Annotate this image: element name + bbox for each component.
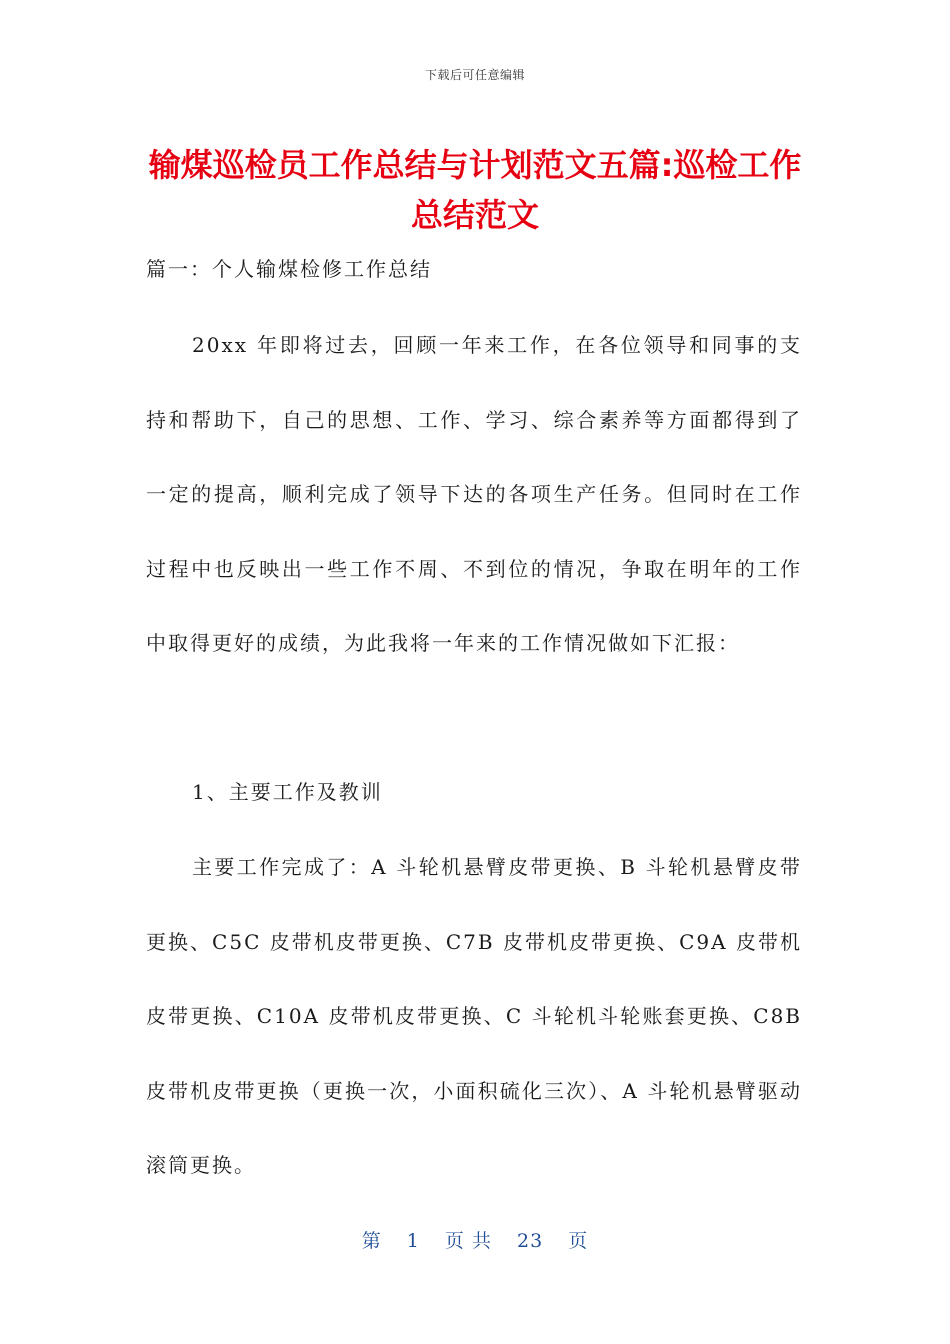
page-footer (0, 1226, 950, 1253)
footer-current-page: 1 (406, 1230, 420, 1252)
section-heading: 篇一：个人输煤检修工作总结 (146, 257, 432, 281)
body-paragraph-intro: 20xx 年即将过去，回顾一年来工作，在各位领导和同事的支持和帮助下，自己的思想、工作、学习、综合素养等方面都得到了一定的提高，顺利完成了领导下达的各项生产任务。但同时在工作过程中也反映出一些工作不周、不到位的情况，争取在明年的工作中取得更好的成绩，为此我将一年来的工作情况做如下汇报： (146, 333, 802, 655)
document-title: 输煤巡检员工作总结与计划范文五篇:巡检工作总结范文 (148, 146, 802, 234)
footer-prefix: 第 (361, 1230, 382, 1252)
body-paragraph-main-work: 主要工作完成了：A 斗轮机悬臂皮带更换、B 斗轮机悬臂皮带更换、C5C 皮带机皮带更换、C7B 皮带机皮带更换、C9A 皮带机皮带更换、C10A 皮带机皮带更换、C 斗轮机斗轮账套更换、C8B 皮带机皮带更换（更换一次，小面积硫化三次）、A 斗轮机悬臂驱动滚筒更换。 (146, 855, 802, 1177)
footer-suffix: 页 (568, 1230, 589, 1252)
footer-total-pages: 23 (517, 1230, 544, 1252)
footer-middle: 页 共 (444, 1230, 492, 1252)
body-paragraph-subheading: 1、主要工作及教训 (192, 780, 383, 804)
header-note: 下载后可任意编辑 (424, 68, 525, 82)
